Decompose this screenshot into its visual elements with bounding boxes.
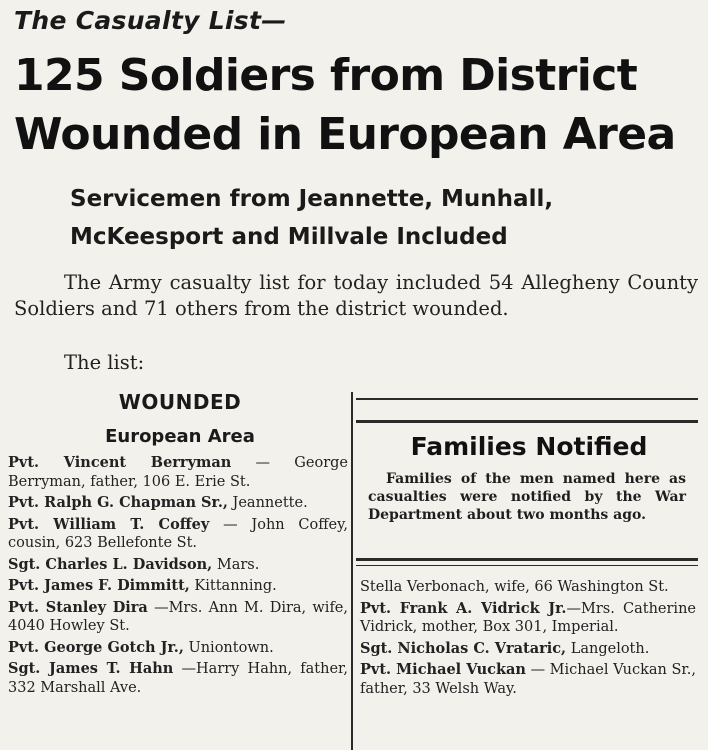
european-area-heading: European Area (105, 426, 255, 447)
list-item (360, 578, 696, 597)
list-item (8, 577, 348, 596)
box-top-rule (356, 398, 698, 400)
soldier-name: Pvt. Michael Vuckan (360, 661, 526, 678)
right-casualty-column (360, 578, 696, 701)
soldier-detail: —Harry Hahn, father, 332 Marshall Ave. (8, 661, 349, 696)
soldier-detail: — Michael Vuckan Sr., father, 33 Welsh Way. (360, 662, 696, 697)
soldier-name: Sgt. Nicholas C. Vrataric, (360, 639, 567, 657)
headline (14, 46, 704, 164)
families-notified-text: Families of the men named here as casualties were notified by the War Department about two months ago. (368, 471, 686, 523)
list-item (8, 494, 348, 513)
soldier-name: Pvt. William T. Coffey (8, 515, 210, 533)
soldier-detail: Jeannette. (232, 495, 308, 511)
box-top-rule-heavy (356, 420, 698, 423)
soldier-detail: —Mrs. Ann M. Dira, wife, 4040 Howley St. (8, 599, 348, 634)
column-divider (351, 392, 353, 750)
subheadline-line-1: Servicemen from Jeannette, Munhall, (70, 186, 554, 212)
soldier-detail: Mars. (216, 556, 260, 573)
soldier-name: Pvt. George Gotch Jr., (8, 638, 184, 656)
list-item (8, 639, 348, 658)
list-item (8, 556, 348, 575)
list-item (360, 661, 696, 698)
subheadline-line-2: McKeesport and Millvale Included (70, 224, 508, 250)
list-item (8, 660, 348, 697)
intro-paragraph (14, 270, 698, 322)
soldier-detail: Uniontown. (188, 639, 274, 656)
list-item (8, 454, 348, 491)
soldier-name: Pvt. Vincent Berryman (8, 454, 232, 471)
soldier-detail: —Mrs. Catherine Vidrick, mother, Box 301, Imperial. (360, 600, 696, 635)
list-item (360, 600, 696, 637)
families-notified-note (368, 470, 686, 524)
subheadline (70, 180, 690, 256)
soldier-name: Sgt. James T. Hahn (8, 660, 174, 677)
soldier-name: Sgt. Charles L. Davidson, (8, 555, 213, 573)
soldier-name: Pvt. Frank A. Vidrick Jr. (360, 599, 567, 617)
list-label: The list: (64, 351, 145, 374)
soldier-detail: Langeloth. (570, 640, 650, 657)
wounded-heading: WOUNDED (118, 390, 242, 414)
soldier-name: Pvt. Ralph G. Chapman Sr., (8, 494, 228, 511)
list-item (8, 516, 348, 553)
soldier-detail: Stella Verbonach, wife, 66 Washington St. (360, 579, 669, 595)
soldier-detail: — George Berryman, father, 106 E. Erie St. (8, 455, 348, 490)
kicker: The Casualty List— (14, 6, 287, 35)
headline-line-2: Wounded in European Area (14, 109, 676, 160)
soldier-name: Pvt. James F. Dimmitt, (8, 577, 190, 594)
box-bottom-rule (356, 558, 698, 561)
box-bottom-rule-thin (356, 565, 698, 566)
soldier-detail: — John Coffey, cousin, 623 Bellefonte St. (8, 516, 348, 551)
soldier-name: Pvt. Stanley Dira (8, 598, 148, 616)
soldier-detail: Kittanning. (194, 578, 277, 594)
left-casualty-column (8, 454, 348, 700)
families-notified-heading: Families Notified (410, 432, 648, 461)
intro-text: The Army casualty list for today included 54 Allegheny County Soldiers and 71 others from the district wounded. (14, 271, 698, 320)
list-item (8, 599, 348, 636)
headline-line-1: 125 Soldiers from District (14, 50, 638, 101)
list-item (360, 640, 696, 659)
